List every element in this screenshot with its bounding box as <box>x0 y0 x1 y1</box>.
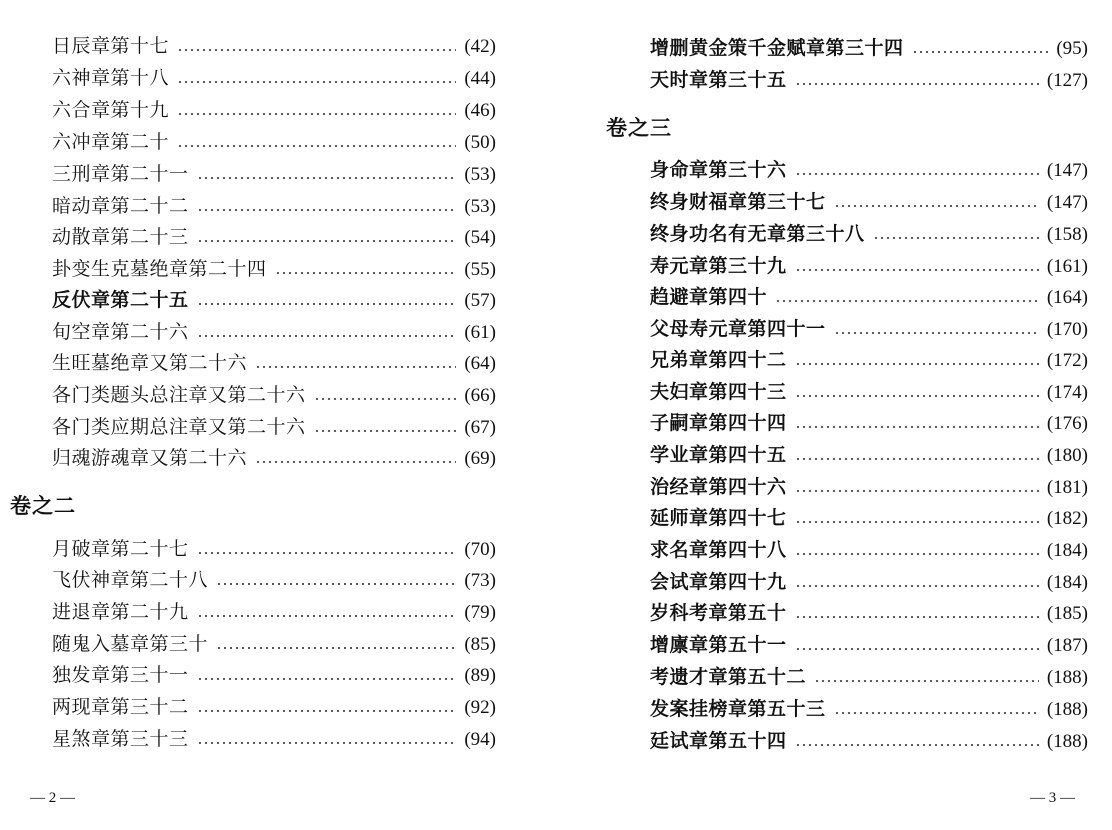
toc-entry-page: (70) <box>464 539 496 560</box>
toc-entry[interactable] <box>650 408 1088 439</box>
toc-entry-title: 延师章第四十七 <box>650 507 787 529</box>
toc-entry-page: (42) <box>464 36 496 57</box>
toc-entry[interactable] <box>52 443 496 474</box>
dot-leader <box>795 395 1039 397</box>
dot-leader <box>795 83 1039 85</box>
toc-entry-page: (57) <box>464 290 496 311</box>
toc-entry-title: 考遗才章第五十二 <box>650 666 807 688</box>
toc-entry-title: 兄弟章第四十二 <box>650 349 787 371</box>
toc-entry-page: (127) <box>1046 70 1088 91</box>
toc-entry-title: 飞伏神章第二十八 <box>52 569 209 591</box>
toc-entry[interactable] <box>650 187 1088 218</box>
dot-leader <box>834 712 1039 714</box>
dot-leader <box>795 363 1039 365</box>
toc-entry-title: 日辰章第十七 <box>52 35 170 57</box>
toc-entry-title: 终身财福章第三十七 <box>650 191 826 213</box>
toc-entry[interactable] <box>650 662 1088 693</box>
toc-entry[interactable] <box>52 222 496 253</box>
toc-entry[interactable] <box>52 95 496 126</box>
toc-entry[interactable] <box>650 630 1088 661</box>
toc-entry[interactable] <box>650 503 1088 534</box>
toc-entry-page: (185) <box>1046 603 1088 624</box>
section-heading: 卷之三 <box>606 116 672 140</box>
toc-entry-page: (184) <box>1046 540 1088 561</box>
toc-entry[interactable] <box>650 219 1088 250</box>
toc-entry[interactable] <box>650 377 1088 408</box>
toc-entry-title: 天时章第三十五 <box>650 69 787 91</box>
toc-entry[interactable] <box>650 155 1088 186</box>
dot-leader <box>795 744 1039 746</box>
toc-entry-page: (85) <box>464 634 496 655</box>
toc-entry-title: 两现章第三十二 <box>52 696 189 718</box>
toc-entry-title: 六合章第十九 <box>52 99 170 121</box>
toc-entry-title: 归魂游魂章又第二十六 <box>52 447 248 469</box>
toc-entry[interactable] <box>52 191 496 222</box>
toc-entry-page: (184) <box>1046 572 1088 593</box>
toc-entry-page: (181) <box>1046 477 1088 498</box>
toc-entry-page: (53) <box>464 196 496 217</box>
dot-leader <box>795 173 1039 175</box>
dot-leader <box>177 49 456 51</box>
toc-entry-page: (172) <box>1046 350 1088 371</box>
toc-entry-title: 反伏章第二十五 <box>52 289 189 311</box>
toc-entry-page: (73) <box>464 570 496 591</box>
toc-entry[interactable] <box>52 317 496 348</box>
toc-entry-title: 六神章第十八 <box>52 67 170 89</box>
toc-entry[interactable] <box>52 348 496 379</box>
dot-leader <box>197 678 457 680</box>
dot-leader <box>177 145 456 147</box>
toc-entry-title: 各门类题头总注章又第二十六 <box>52 384 306 406</box>
toc-entry[interactable] <box>650 472 1088 503</box>
toc-entry-title: 独发章第三十一 <box>52 664 189 686</box>
toc-entry-page: (44) <box>464 68 496 89</box>
toc-entry-title: 随鬼入墓章第三十 <box>52 633 209 655</box>
toc-entry-title: 各门类应期总注章又第二十六 <box>52 416 306 438</box>
dot-leader <box>795 648 1039 650</box>
toc-entry-page: (61) <box>464 322 496 343</box>
toc-entry-title: 星煞章第三十三 <box>52 728 189 750</box>
toc-entry-page: (161) <box>1046 256 1088 277</box>
toc-entry-title: 学业章第四十五 <box>650 444 787 466</box>
toc-entry-title: 卦变生克墓绝章第二十四 <box>52 258 267 280</box>
toc-entry-page: (182) <box>1046 508 1088 529</box>
toc-entry-page: (54) <box>464 227 496 248</box>
toc-entry-page: (176) <box>1046 413 1088 434</box>
dot-leader <box>216 647 456 649</box>
toc-entry-title: 趋避章第四十 <box>650 286 768 308</box>
toc-entry-page: (50) <box>464 132 496 153</box>
toc-entry-page: (92) <box>464 697 496 718</box>
toc-entry-page: (53) <box>464 164 496 185</box>
dot-leader <box>912 51 1049 53</box>
dot-leader <box>197 240 457 242</box>
toc-entry[interactable] <box>650 345 1088 376</box>
dot-leader <box>873 237 1039 239</box>
toc-entry-page: (147) <box>1046 192 1088 213</box>
toc-entry-page: (158) <box>1046 224 1088 245</box>
toc-entry[interactable] <box>650 314 1088 345</box>
dot-leader <box>834 332 1039 334</box>
toc-entry-title: 进退章第二十九 <box>52 601 189 623</box>
toc-entry[interactable] <box>52 534 496 565</box>
toc-entry-title: 寿元章第三十九 <box>650 255 787 277</box>
dot-leader <box>197 209 457 211</box>
dot-leader <box>197 710 457 712</box>
toc-entry-page: (69) <box>464 448 496 469</box>
toc-entry-page: (89) <box>464 665 496 686</box>
toc-entry[interactable] <box>52 159 496 190</box>
toc-entry-title: 月破章第二十七 <box>52 538 189 560</box>
dot-leader <box>795 269 1039 271</box>
toc-entry-title: 旬空章第二十六 <box>52 321 189 343</box>
dot-leader <box>197 615 457 617</box>
dot-leader <box>795 426 1039 428</box>
toc-entry[interactable] <box>52 692 496 723</box>
toc-entry-title: 子嗣章第四十四 <box>650 412 787 434</box>
dot-leader <box>197 303 457 305</box>
toc-entry[interactable] <box>650 33 1088 64</box>
dot-leader <box>795 616 1039 618</box>
dot-leader <box>216 583 456 585</box>
toc-entry-page: (55) <box>464 259 496 280</box>
dot-leader <box>314 430 457 432</box>
toc-entry-page: (188) <box>1046 731 1088 752</box>
toc-entry-title: 动散章第二十三 <box>52 226 189 248</box>
toc-entry-title: 求名章第四十八 <box>650 539 787 561</box>
dot-leader <box>795 490 1039 492</box>
dot-leader <box>834 205 1039 207</box>
dot-leader <box>255 366 456 368</box>
toc-entry[interactable] <box>650 598 1088 629</box>
toc-entry[interactable] <box>52 629 496 660</box>
toc-entry-page: (67) <box>464 417 496 438</box>
toc-entry[interactable] <box>650 251 1088 282</box>
toc-entry-title: 生旺墓绝章又第二十六 <box>52 352 248 374</box>
toc-entry-page: (79) <box>464 602 496 623</box>
toc-entry-title: 终身功名有无章第三十八 <box>650 223 865 245</box>
toc-entry[interactable] <box>650 440 1088 471</box>
dot-leader <box>197 742 457 744</box>
toc-entry[interactable] <box>52 660 496 691</box>
toc-entry[interactable] <box>650 694 1088 725</box>
toc-entry-page: (188) <box>1046 667 1088 688</box>
toc-entry[interactable] <box>52 127 496 158</box>
dot-leader <box>314 398 457 400</box>
toc-entry-title: 增廪章第五十一 <box>650 634 787 656</box>
toc-entry-title: 身命章第三十六 <box>650 159 787 181</box>
toc-entry[interactable] <box>52 724 496 755</box>
toc-entry[interactable] <box>52 63 496 94</box>
toc-entry[interactable] <box>52 31 496 62</box>
toc-entry-page: (164) <box>1046 287 1088 308</box>
toc-entry-title: 夫妇章第四十三 <box>650 381 787 403</box>
dot-leader <box>775 300 1039 302</box>
toc-entry-page: (187) <box>1046 635 1088 656</box>
toc-entry-title: 三刑章第二十一 <box>52 163 189 185</box>
toc-entry[interactable] <box>52 254 496 285</box>
dot-leader <box>795 553 1039 555</box>
toc-entry-page: (64) <box>464 353 496 374</box>
toc-entry[interactable] <box>650 282 1088 313</box>
dot-leader <box>795 521 1039 523</box>
toc-entry[interactable] <box>650 567 1088 598</box>
toc-entry[interactable] <box>52 285 496 316</box>
page-number: — 3 — <box>1030 790 1075 806</box>
toc-entry-page: (188) <box>1046 699 1088 720</box>
dot-leader <box>814 680 1039 682</box>
toc-entry-page: (180) <box>1046 445 1088 466</box>
dot-leader <box>795 458 1039 460</box>
toc-entry-title: 增删黄金策千金赋章第三十四 <box>650 37 904 59</box>
toc-entry[interactable] <box>52 565 496 596</box>
toc-entry-page: (46) <box>464 100 496 121</box>
dot-leader <box>177 113 456 115</box>
toc-entry[interactable] <box>52 412 496 443</box>
toc-entry-title: 父母寿元章第四十一 <box>650 318 826 340</box>
toc-entry[interactable] <box>650 535 1088 566</box>
toc-entry-page: (95) <box>1056 38 1088 59</box>
section-heading: 卷之二 <box>10 494 76 518</box>
dot-leader <box>197 552 457 554</box>
toc-entry-title: 发案挂榜章第五十三 <box>650 698 826 720</box>
dot-leader <box>197 177 457 179</box>
toc-entry[interactable] <box>52 597 496 628</box>
toc-entry-page: (147) <box>1046 160 1088 181</box>
toc-entry-page: (170) <box>1046 319 1088 340</box>
toc-entry[interactable] <box>650 65 1088 96</box>
toc-entry-title: 廷试章第五十四 <box>650 730 787 752</box>
dot-leader <box>197 335 457 337</box>
toc-entry-title: 治经章第四十六 <box>650 476 787 498</box>
toc-entry-page: (174) <box>1046 382 1088 403</box>
dot-leader <box>255 461 456 463</box>
toc-entry-title: 岁科考章第五十 <box>650 602 787 624</box>
dot-leader <box>795 585 1039 587</box>
toc-entry-title: 会试章第四十九 <box>650 571 787 593</box>
dot-leader <box>177 81 456 83</box>
toc-entry[interactable] <box>650 726 1088 757</box>
page-number: — 2 — <box>30 790 75 806</box>
toc-entry-page: (66) <box>464 385 496 406</box>
toc-entry-title: 六冲章第二十 <box>52 131 170 153</box>
dot-leader <box>275 272 457 274</box>
toc-entry-page: (94) <box>464 729 496 750</box>
toc-entry-title: 暗动章第二十二 <box>52 195 189 217</box>
toc-entry[interactable] <box>52 380 496 411</box>
